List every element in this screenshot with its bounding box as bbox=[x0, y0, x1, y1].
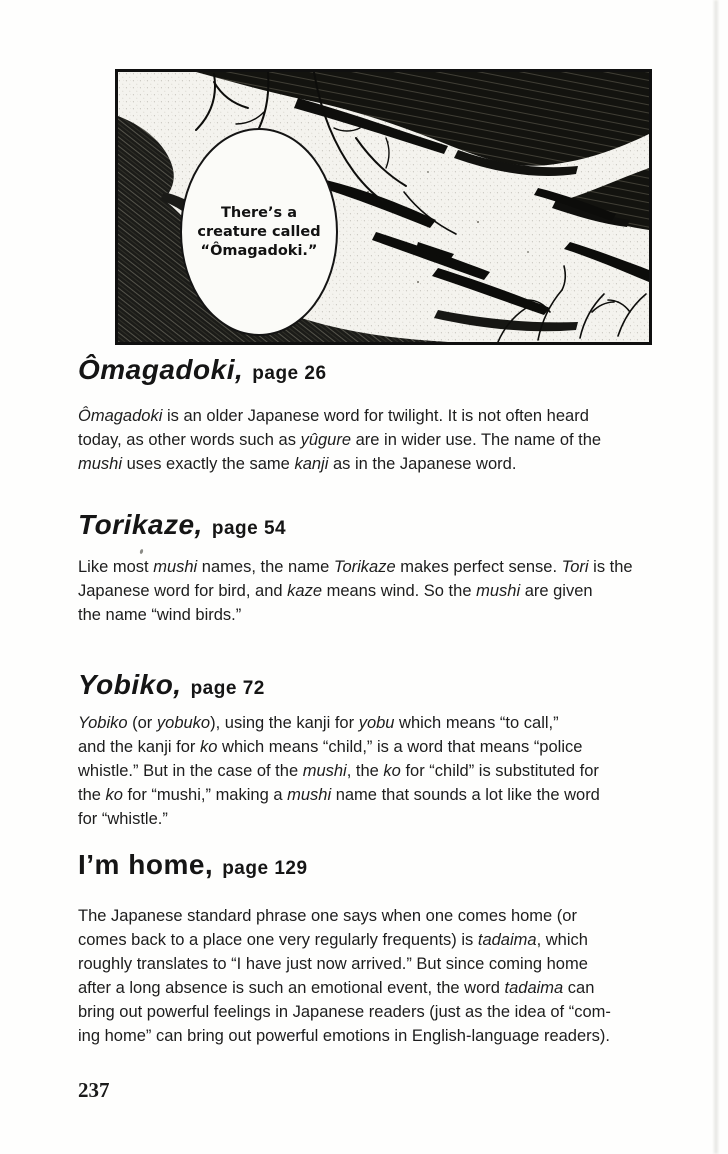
heading-im-home bbox=[78, 849, 308, 881]
heading-yobiko bbox=[78, 669, 265, 701]
heading-page-ref: page 72 bbox=[190, 678, 265, 699]
heading-term: Ômagadoki, bbox=[78, 354, 244, 385]
paragraph-torikaze: Like most mushi names, the name Torikaze makes perfect sense. Tori is the Japanese word for bird, and kaze means wind. So the mushi are given the name “wind birds.” bbox=[78, 558, 633, 624]
heading-term: Torikaze, bbox=[78, 509, 203, 540]
heading-term: I’m home, bbox=[78, 849, 214, 880]
paragraph-omagadoki: Ômagadoki is an older Japanese word for twilight. It is not often heard today, as other words such as yûgure are in wider use. The name of the mushi uses exactly the same kanji as in the Japanese word. bbox=[78, 407, 602, 473]
bubble-text-line: There’s a bbox=[220, 204, 297, 221]
heading-page-ref: page 26 bbox=[252, 363, 327, 384]
bubble-text-line: creature called bbox=[197, 223, 321, 240]
scan-artifact-speck bbox=[139, 549, 143, 555]
speech-bubble bbox=[180, 128, 338, 336]
scan-edge-shadow bbox=[714, 0, 718, 1154]
paragraph-im-home: The Japanese standard phrase one says when one comes home (or comes back to a place one very regularly frequents) is tadaima, which roughly translates to “I have just now arrived.” But since coming home after a long absence is such an emotional event, the word tadaima can bring out powerful feelings in Japanese readers (just as the idea of “com- ing home” can bring out powerful emotions in English-language readers). bbox=[78, 907, 611, 1045]
manga-panel bbox=[115, 69, 652, 345]
bubble-text-line: “Ômagadoki.” bbox=[200, 242, 318, 259]
paragraph-yobiko: Yobiko (or yobuko), using the kanji for yobu which means “to call,” and the kanji for ko which means “child,” is a word that means “police whistle.” But in the case of the mushi, the ko for “child” is substituted for the ko for “mushi,” making a mushi name that sounds a lot like the word for “whistle.” bbox=[78, 714, 600, 828]
heading-torikaze bbox=[78, 509, 286, 541]
heading-page-ref: page 129 bbox=[222, 858, 308, 879]
page-number: 237 bbox=[78, 1078, 110, 1102]
heading-omagadoki bbox=[78, 354, 327, 386]
heading-page-ref: page 54 bbox=[211, 518, 287, 539]
heading-term: Yobiko, bbox=[78, 669, 182, 700]
